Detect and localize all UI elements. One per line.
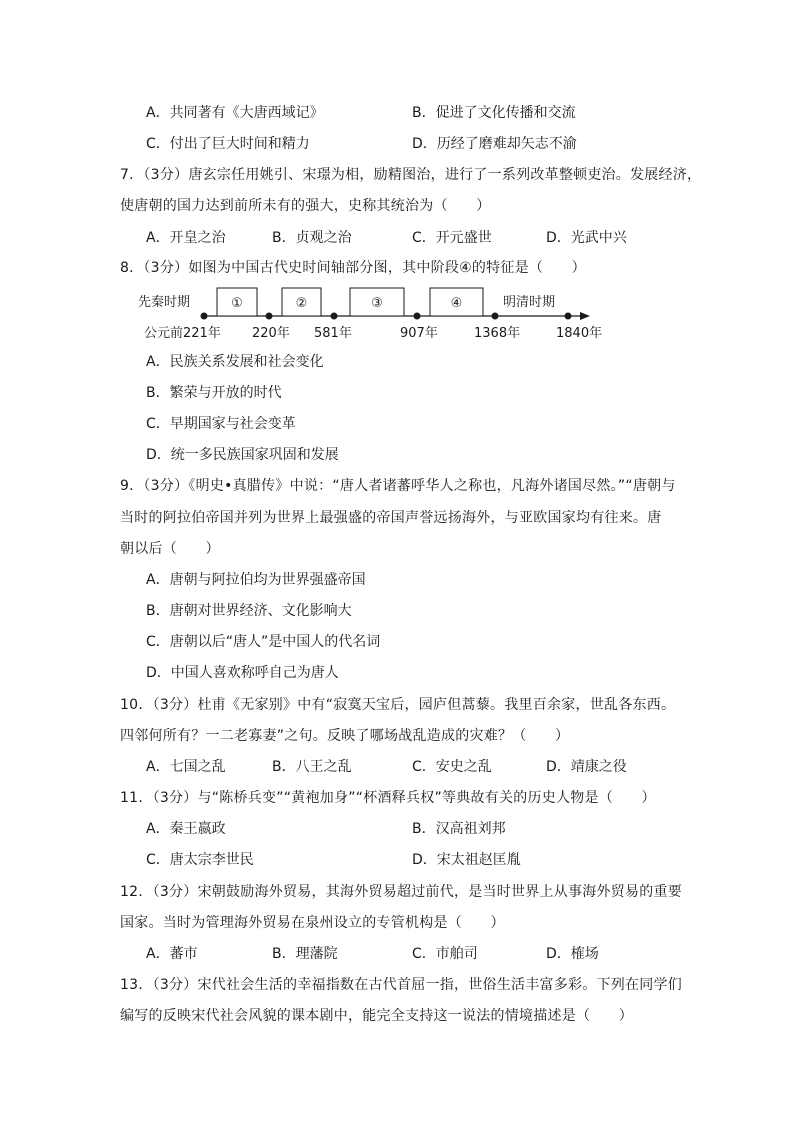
q12-option-b: B．理藩院 [272,946,338,962]
q9-option-b: B．唐朝对世界经济、文化影响大 [146,603,352,619]
q8-option-a: A．民族关系发展和社会变化 [146,354,324,370]
q7-option-a: A．开皇之治 [146,230,226,246]
timeline-point-2 [266,313,273,320]
q12-option-c: C．市舶司 [412,946,478,962]
q7-stem-line-1: 7．（3分）唐玄宗任用姚引、宋璟为相，励精图治，进行了一系列改革整顿吏治。发展经济， [120,167,702,183]
q12-option-d: D．榷场 [546,946,599,962]
timeline-date-4: 907年 [400,326,438,341]
q13-stem-line-1: 13．（3分）宋代社会生活的幸福指数在古代首屈一指，世俗生活丰富多彩。下列在同学们 [120,977,682,993]
q12-stem-line-1: 12．（3分）宋朝鼓励海外贸易，其海外贸易超过前代，是当时世界上从事海外贸易的重要 [120,884,682,900]
timeline-point-4 [414,313,421,320]
timeline-point-1 [201,313,208,320]
q10-option-c: C．安史之乱 [412,759,492,775]
q13-stem-line-2: 编写的反映宋代社会风貌的课本剧中，能完全支持这一说法的情境描述是（ ） [120,1008,633,1024]
q8-option-c: C．早期国家与社会变革 [146,416,296,432]
timeline-point-3 [331,313,338,320]
q9-option-c: C．唐朝以后“唐人”是中国人的代名词 [146,634,381,650]
q10-option-a: A．七国之乱 [146,759,226,775]
q12-stem-line-2: 国家。当时为管理海外贸易在泉州设立的专管机构是（ ） [120,915,505,931]
timeline-date-2: 220年 [252,326,290,341]
q9-option-a: A．唐朝与阿拉伯均为世界强盛帝国 [146,572,366,588]
timeline-point-6 [565,313,572,320]
q11-option-b: B．汉高祖刘邦 [412,821,506,837]
q10-stem-line-2: 四邻何所有？一二老寡妻”之句。反映了哪场战乱造成的灾难？（ ） [120,728,570,744]
timeline-right-label: 明清时期 [503,295,556,310]
q7-option-b: B．贞观之治 [272,230,352,246]
timeline-figure [134,283,604,347]
q7-option-d: D．光武中兴 [546,230,627,246]
q6-option-c: C．付出了巨大时间和精力 [146,136,310,152]
q8-option-d: D．统一多民族国家巩固和发展 [146,447,339,463]
q6-option-b: B．促进了文化传播和交流 [412,105,576,121]
q11-option-c: C．唐太宗李世民 [146,852,254,868]
timeline-point-5 [492,313,499,320]
q6-option-a: A．共同著有《大唐西域记》 [146,105,324,121]
timeline-date-6: 1840年 [556,326,603,341]
timeline-stage-4: ④ [450,296,463,311]
timeline-stage-2: ② [295,296,308,311]
q10-stem-line-1: 10．（3分）杜甫《无家别》中有“寂寞天宝后，园庐但蒿藜。我里百余家，世乱各东西。 [120,697,676,713]
timeline-date-1: 公元前221年 [144,326,221,341]
q11-option-a: A．秦王嬴政 [146,821,226,837]
q7-option-c: C．开元盛世 [412,230,492,246]
q9-stem-line-2: 当时的阿拉伯帝国并列为世界上最强盛的帝国声誉远扬海外，与亚欧国家均有往来。唐 [120,510,662,526]
timeline-left-label: 先秦时期 [138,295,191,310]
q11-stem: 11．（3分）与“陈桥兵变”“黄袍加身”“杯酒释兵权”等典故有关的历史人物是（ ） [120,790,656,806]
q11-option-d: D．宋太祖赵匡胤 [412,852,521,868]
q8-option-b: B．繁荣与开放的时代 [146,385,282,401]
timeline-stage-1: ① [231,296,243,311]
timeline-arrow-icon [580,312,590,320]
timeline-date-3: 581年 [314,326,352,341]
q10-option-d: D．靖康之役 [546,759,627,775]
timeline-stage-3: ③ [371,296,383,311]
q9-stem-line-1: 9．（3分）《明史•真腊传》中说：“唐人者诸蕃呼华人之称也，凡海外诸国尽然。”“唐朝与 [120,478,676,494]
timeline-date-5: 1368年 [474,326,521,341]
q9-option-d: D．中国人喜欢称呼自己为唐人 [146,665,339,681]
q6-option-d: D．历经了磨难却矢志不渝 [412,136,577,152]
q8-stem: 8．（3分）如图为中国古代史时间轴部分图，其中阶段④的特征是（ ） [120,260,586,276]
q10-option-b: B．八王之乱 [272,759,352,775]
q12-option-a: A．蕃市 [146,946,198,962]
q9-stem-line-3: 朝以后（ ） [120,541,220,557]
q7-stem-line-2: 使唐朝的国力达到前所未有的强大，史称其统治为（ ） [120,198,491,214]
